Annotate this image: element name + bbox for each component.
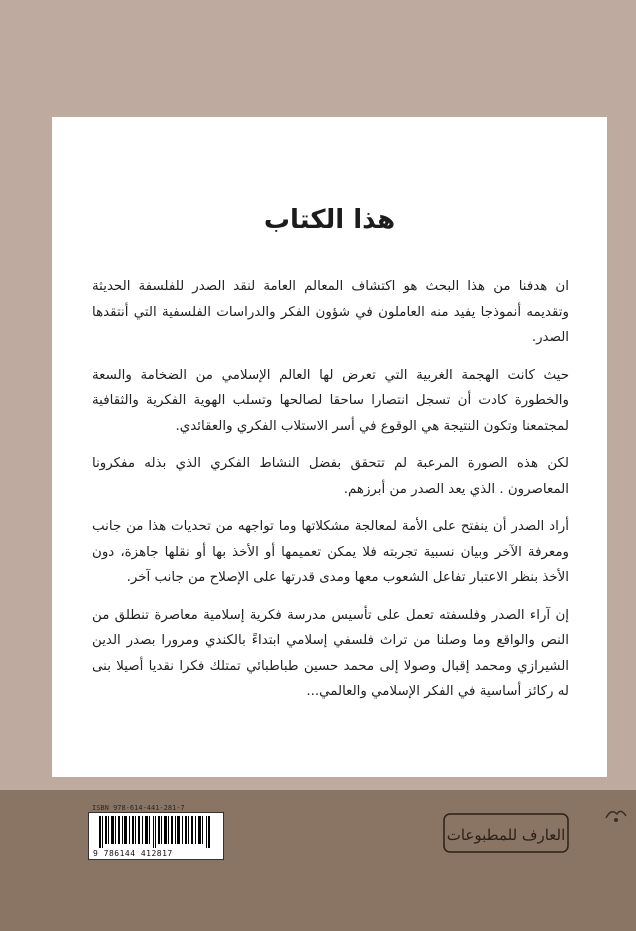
paragraph-4: أراد الصدر أن ينفتح على الأمة لمعالجة مشكلاتها وما تواجهه من تحديات هذا من جانب ومعرفة الآخر وبيان نسبية تجربته فلا يمكن تعميمها أو الأخذ بها أو نقلها جاهزة، دون الأخذ بنظر الاعتبار تفاعل الشعوب معها ومدى قدرتها على الإصلاح من جانب آخر. bbox=[92, 519, 569, 585]
book-description bbox=[92, 274, 569, 717]
publisher-stamp-icon bbox=[603, 804, 629, 826]
page-title: هذا الكتاب bbox=[263, 205, 396, 235]
isbn-label: ISBN 978-614-441-281-7 bbox=[92, 804, 185, 812]
svg-text:العارف للمطبوعات: العارف للمطبوعات bbox=[446, 826, 566, 844]
paragraph-5: إن آراء الصدر وفلسفته تعمل على تأسيس مدرسة فكرية إسلامية معاصرة تنطلق من النص والواقع وما وصلنا من تراث فلسفي إسلامي ابتداءً بالكندي ومرورا بصدر الدين الشيرازي ومحمد إقبال وصولا إلى محمد حسين طباطبائي تمتلك فكرا نقديا أصيلا بنى له ركائز أساسية في الفكر الإسلامي والعالمي... bbox=[92, 607, 569, 699]
paragraph-1: ان هدفنا من هذا البحث هو اكتشاف المعالم العامة لنقد الصدر للفلسفة الحديثة وتقديمه أنموذجا يفيد منه العاملون في شؤون الفكر والدراسات الفلسفية التي أنتقدها الصدر. bbox=[92, 279, 569, 345]
barcode-number: 9 786144 412817 bbox=[93, 849, 173, 858]
publisher-logo bbox=[442, 808, 570, 856]
barcode bbox=[88, 812, 224, 860]
paragraph-3: لكن هذه الصورة المرعبة لم تتحقق بفضل النشاط الفكري الذي بذله مفكرونا المعاصرون . الذي يعد الصدر من أبرزهم. bbox=[92, 456, 569, 497]
text-panel bbox=[52, 117, 607, 777]
barcode-icon bbox=[99, 816, 213, 848]
paragraph-2: حيث كانت الهجمة الغربية التي تعرض لها العالم الإسلامي من الضخامة والسعة والخطورة كادت أن تسجل انتصارا ساحقا لصالحها وتسلب الهوية الفكرية والثقافية لمجتمعنا وتكون النتيجة هي الوقوع في أسر الاستلاب الفكري والعقائدي. bbox=[92, 367, 569, 434]
